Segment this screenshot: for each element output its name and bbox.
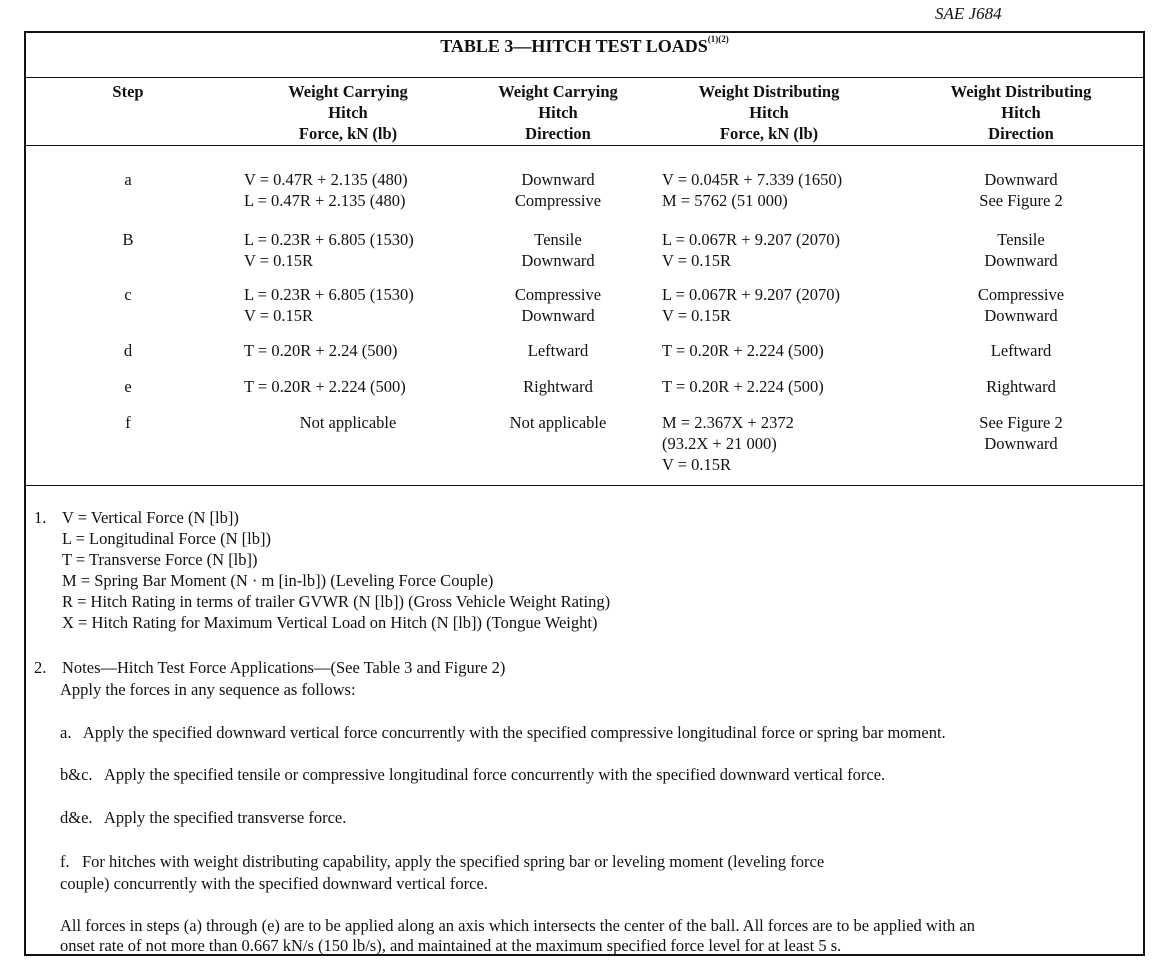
cell-line: V = 0.15R [244,251,314,270]
note-2-step-de: d&e. Apply the specified transverse force. [60,808,347,827]
definition-line: L = Longitudinal Force (N [lb]) [62,529,271,548]
col-header-line: Hitch [538,103,578,122]
cell-line: L = 0.067R + 9.207 (2070) [662,230,840,249]
col-header-line: Force, kN (lb) [298,124,398,143]
row-a-step: a [124,170,132,189]
row-d-wc-force [244,340,398,361]
row-c-wd-force [662,284,840,326]
cell-line: V = 0.15R [662,306,732,325]
cell-line: L = 0.067R + 9.207 (2070) [662,285,840,304]
note-1-number: 1. [34,508,47,527]
col-header-line: Hitch [749,103,789,122]
cell-line: V = 0.15R [662,251,732,270]
cell-line: T = 0.20R + 2.24 (500) [244,341,398,360]
row-f-step: f [125,413,131,432]
row-a-wc-force [244,169,408,211]
note-2-step-bc: b&c. Apply the specified tensile or compressive longitudinal force concurrently with the specified downward vertical force. [60,765,886,784]
row-f-wc-force [230,412,466,433]
col-header-wc-force [230,81,466,144]
row-f-wd-force [662,412,794,475]
cell-line: Tensile [534,230,582,249]
cell-line: Downward [984,251,1058,270]
row-e-step: e [124,377,132,396]
row-c-wc-force [244,284,414,326]
note-1-definitions [62,507,610,633]
row-b-wd-force [662,229,840,271]
cell-line: Compressive [514,191,602,210]
cell-line: Downward [984,306,1058,325]
col-header-wd-direction [888,81,1154,144]
definition-line: V = Vertical Force (N [lb]) [62,508,239,527]
row-b-step: B [122,230,134,249]
table-title [26,36,1143,57]
cell-line: Compressive [977,285,1065,304]
cell-line: Downward [984,434,1058,453]
cell-line: Rightward [523,377,593,396]
cell-line: (93.2X + 21 000) [662,434,777,453]
cell-line: T = 0.20R + 2.224 (500) [662,377,824,396]
row-c-wc-direction [466,284,650,326]
cell-line: Leftward [990,341,1052,360]
note-2-heading: Notes—Hitch Test Force Applications—(See Table 3 and Figure 2) [62,658,506,677]
cell-line: T = 0.20R + 2.224 (500) [662,341,824,360]
row-f-wd-direction [888,412,1154,454]
cell-line: T = 0.20R + 2.224 (500) [244,377,406,396]
row-d-step: d [123,341,133,360]
definition-line: M = Spring Bar Moment (N · m [in-lb]) (Leveling Force Couple) [62,571,494,590]
row-d-wd-force [662,340,824,361]
row-a-wd-direction [888,169,1154,211]
cell-line: V = 0.15R [662,455,732,474]
definition-line: R = Hitch Rating in terms of trailer GVWR (N [lb]) (Gross Vehicle Weight Rating) [62,592,611,611]
col-header-line: Hitch [328,103,368,122]
cell-line: V = 0.15R [244,306,314,325]
cell-line: V = 0.47R + 2.135 (480) [244,170,408,189]
cell-line: Rightward [986,377,1056,396]
cell-line: Leftward [527,341,589,360]
note-2-general-line2: onset rate of not more than 0.667 kN/s (150 lb/s), and maintained at the maximum specified force level for at least 5 s. [60,936,842,955]
row-b-wc-direction [466,229,650,271]
col-header-step [26,81,230,102]
cell-line: Downward [521,306,595,325]
col-header-wd-force [650,81,888,144]
note-2-number: 2. [34,658,47,677]
table-title-text: TABLE 3—HITCH TEST LOADS [440,36,708,56]
row-a-wc-direction [466,169,650,211]
note-2-step-a: a. Apply the specified downward vertical force concurrently with the specified compressive longitudinal force or spring bar moment. [60,723,946,742]
document-id: SAE J684 [935,4,1002,23]
definition-line: X = Hitch Rating for Maximum Vertical Load on Hitch (N [lb]) (Tongue Weight) [62,613,598,632]
cell-line: Compressive [514,285,602,304]
cell-line: See Figure 2 [979,413,1063,432]
col-header-line: Weight Carrying [498,82,618,101]
col-header-line: Weight Distributing [698,82,840,101]
row-e-wc-force [244,376,406,397]
table-frame [24,31,1145,956]
cell-line: Tensile [997,230,1045,249]
col-header-line: Direction [988,124,1054,143]
row-d-wd-direction [888,340,1154,361]
col-header-wc-direction [466,81,650,144]
table-bottom-divider [26,485,1143,486]
cell-line: Downward [521,170,595,189]
cell-line: L = 0.47R + 2.135 (480) [244,191,406,210]
col-header-line: Step [112,82,144,101]
row-b-wc-force [244,229,414,271]
row-f-wc-direction [466,412,650,433]
cell-line: L = 0.23R + 6.805 (1530) [244,285,414,304]
note-2-general-line1: All forces in steps (a) through (e) are to be applied along an axis which intersects the center of the ball. All forces are to be applied with an [60,916,975,935]
cell-line: Downward [984,170,1058,189]
row-c-step: c [124,285,132,304]
note-2-step-f-line2: couple) concurrently with the specified downward vertical force. [60,874,488,893]
row-e-wc-direction [466,376,650,397]
cell-line: L = 0.23R + 6.805 (1530) [244,230,414,249]
col-header-line: Force, kN (lb) [719,124,819,143]
row-b-wd-direction [888,229,1154,271]
row-e-wd-direction [888,376,1154,397]
note-2-subheading: Apply the forces in any sequence as follows: [60,680,356,699]
note-2-step-f-line1: f. For hitches with weight distributing capability, apply the specified spring bar or leveling moment (leveling force [60,852,825,871]
row-a-wd-force [662,169,842,211]
cell-line: M = 2.367X + 2372 [662,413,794,432]
row-d-wc-direction [466,340,650,361]
cell-line: Not applicable [509,413,607,432]
cell-line: Not applicable [299,413,397,432]
cell-line: See Figure 2 [979,191,1063,210]
col-header-line: Weight Distributing [950,82,1092,101]
row-e-wd-force [662,376,824,397]
row-c-wd-direction [888,284,1154,326]
cell-line: Downward [521,251,595,270]
col-header-line: Direction [525,124,591,143]
definition-line: T = Transverse Force (N [lb]) [62,550,258,569]
header-divider [26,145,1143,146]
cell-line: V = 0.045R + 7.339 (1650) [662,170,843,189]
table-title-footnote-refs: (1)(2) [707,34,729,44]
title-divider [26,77,1143,78]
cell-line: M = 5762 (51 000) [662,191,788,210]
col-header-line: Hitch [1001,103,1041,122]
col-header-line: Weight Carrying [288,82,408,101]
